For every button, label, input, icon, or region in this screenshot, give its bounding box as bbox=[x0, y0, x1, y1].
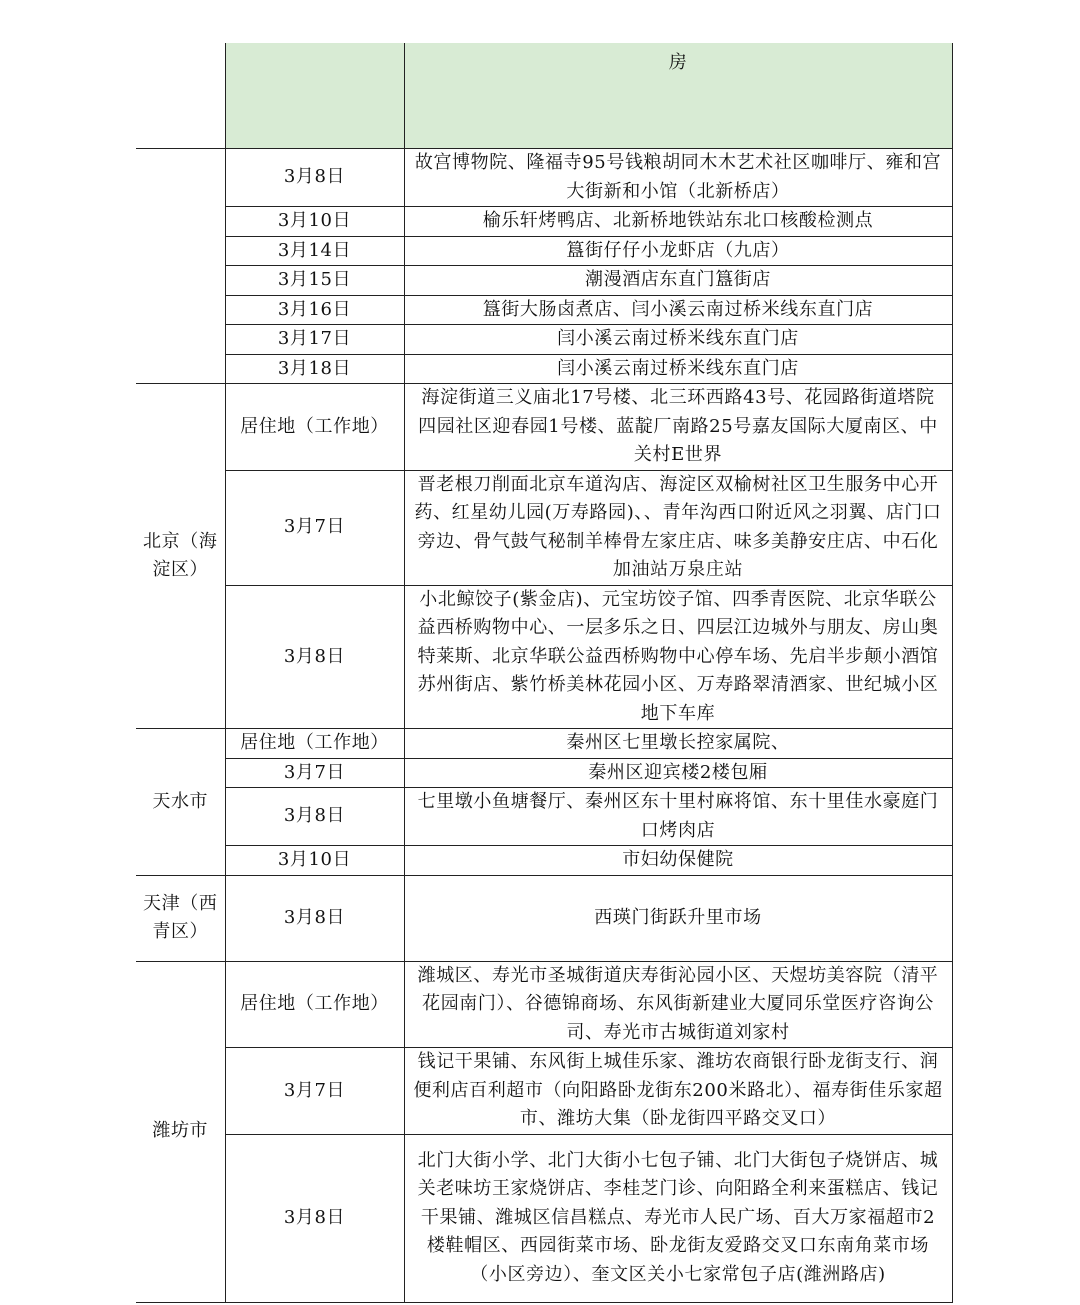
city-cell-tianjin: 天津（西青区） bbox=[136, 875, 225, 961]
places-cell: 海淀街道三义庙北17号楼、北三环西路43号、花园路街道塔院四园社区迎春园1号楼、蓝靛厂南路25号嘉友国际大厦南区、中关村E世界 bbox=[404, 384, 952, 471]
table-row bbox=[136, 585, 952, 729]
date-cell: 3月15日 bbox=[225, 266, 404, 296]
date-cell: 3月10日 bbox=[225, 207, 404, 237]
places-cell: 簋街大肠卤煮店、闫小溪云南过桥米线东直门店 bbox=[404, 295, 952, 325]
date-cell: 3月8日 bbox=[225, 149, 404, 207]
header-places-cell: 房 bbox=[404, 43, 952, 149]
city-cell-weifang: 潍坊市 bbox=[136, 961, 225, 1302]
places-cell: 闫小溪云南过桥米线东直门店 bbox=[404, 354, 952, 384]
table-row bbox=[136, 961, 952, 1048]
places-cell: 西瑛门街跃升里市场 bbox=[404, 875, 952, 961]
places-cell: 小北鲸饺子(紫金店)、元宝坊饺子馆、四季青医院、北京华联公益西桥购物中心、一层多乐之日、四层江边城外与朋友、房山奥特莱斯、北京华联公益西桥购物中心停车场、先启半步颠小酒馆苏州街店、紫竹桥美林花园小区、万寿路翠清酒家、世纪城小区地下车库 bbox=[404, 585, 952, 729]
date-cell: 3月8日 bbox=[225, 1134, 404, 1302]
places-cell: 簋街仔仔小龙虾店（九店） bbox=[404, 236, 952, 266]
table-row bbox=[136, 729, 952, 759]
date-cell: 居住地（工作地） bbox=[225, 961, 404, 1048]
table-row bbox=[136, 266, 952, 296]
places-cell: 闫小溪云南过桥米线东直门店 bbox=[404, 325, 952, 355]
table-row bbox=[136, 1048, 952, 1135]
places-cell: 潍城区、寿光市圣城街道庆寿街沁园小区、天煜坊美容院（清平花园南门）、谷德锦商场、东风街新建业大厦同乐堂医疗咨询公司、寿光市古城街道刘家村 bbox=[404, 961, 952, 1048]
date-cell: 3月10日 bbox=[225, 846, 404, 876]
table-header-row bbox=[136, 43, 952, 149]
places-cell: 榆乐轩烤鸭店、北新桥地铁站东北口核酸检测点 bbox=[404, 207, 952, 237]
date-cell: 3月14日 bbox=[225, 236, 404, 266]
places-cell: 钱记干果铺、东风街上城佳乐家、潍坊农商银行卧龙街支行、润便利店百利超市（向阳路卧龙街东200米路北）、福寿街佳乐家超市、潍坊大集（卧龙街四平路交叉口） bbox=[404, 1048, 952, 1135]
date-cell: 3月17日 bbox=[225, 325, 404, 355]
places-cell: 市妇幼保健院 bbox=[404, 846, 952, 876]
date-cell: 居住地（工作地） bbox=[225, 729, 404, 759]
table-row bbox=[136, 295, 952, 325]
table-row bbox=[136, 354, 952, 384]
table-row bbox=[136, 384, 952, 471]
table-row bbox=[136, 875, 952, 961]
date-cell: 3月7日 bbox=[225, 758, 404, 788]
city-cell bbox=[136, 149, 225, 384]
date-cell: 3月8日 bbox=[225, 875, 404, 961]
date-cell: 3月18日 bbox=[225, 354, 404, 384]
table-row bbox=[136, 207, 952, 237]
locations-table bbox=[136, 43, 953, 1303]
table-row bbox=[136, 470, 952, 585]
table-row bbox=[136, 149, 952, 207]
date-cell: 3月8日 bbox=[225, 585, 404, 729]
header-date-cell bbox=[225, 43, 404, 149]
city-cell-tianshui: 天水市 bbox=[136, 729, 225, 876]
table-row bbox=[136, 236, 952, 266]
date-cell: 3月8日 bbox=[225, 788, 404, 846]
places-cell: 北门大街小学、北门大街小七包子铺、北门大街包子烧饼店、城关老味坊王家烧饼店、李桂芝门诊、向阳路全利来蛋糕店、钱记干果铺、潍城区信昌糕点、寿光市人民广场、百大万家福超市2楼鞋帽区、西园街菜市场、卧龙街友爱路交叉口东南角菜市场（小区旁边）、奎文区关小七家常包子店(潍洲路店) bbox=[404, 1134, 952, 1302]
places-cell: 故宫博物院、隆福寺95号钱粮胡同木木艺术社区咖啡厅、雍和宫大街新和小馆（北新桥店） bbox=[404, 149, 952, 207]
places-cell: 七里墩小鱼塘餐厅、秦州区东十里村麻将馆、东十里佳水豪庭门口烤肉店 bbox=[404, 788, 952, 846]
table-row bbox=[136, 325, 952, 355]
city-cell bbox=[136, 43, 225, 149]
table-row bbox=[136, 758, 952, 788]
date-cell: 居住地（工作地） bbox=[225, 384, 404, 471]
table-row bbox=[136, 788, 952, 846]
table-row bbox=[136, 1134, 952, 1302]
city-cell-beijing: 北京（海淀区） bbox=[136, 384, 225, 729]
places-cell: 秦州区七里墩长控家属院、 bbox=[404, 729, 952, 759]
table-row bbox=[136, 846, 952, 876]
places-cell: 秦州区迎宾楼2楼包厢 bbox=[404, 758, 952, 788]
date-cell: 3月7日 bbox=[225, 470, 404, 585]
places-cell: 潮漫酒店东直门簋街店 bbox=[404, 266, 952, 296]
date-cell: 3月7日 bbox=[225, 1048, 404, 1135]
places-cell: 晋老根刀削面北京车道沟店、海淀区双榆树社区卫生服务中心开药、红星幼儿园(万寿路园)、、青年沟西口附近风之羽翼、店门口旁边、骨气鼓气秘制羊棒骨左家庄店、味多美静安庄店、中石化加油站万泉庄站 bbox=[404, 470, 952, 585]
date-cell: 3月16日 bbox=[225, 295, 404, 325]
